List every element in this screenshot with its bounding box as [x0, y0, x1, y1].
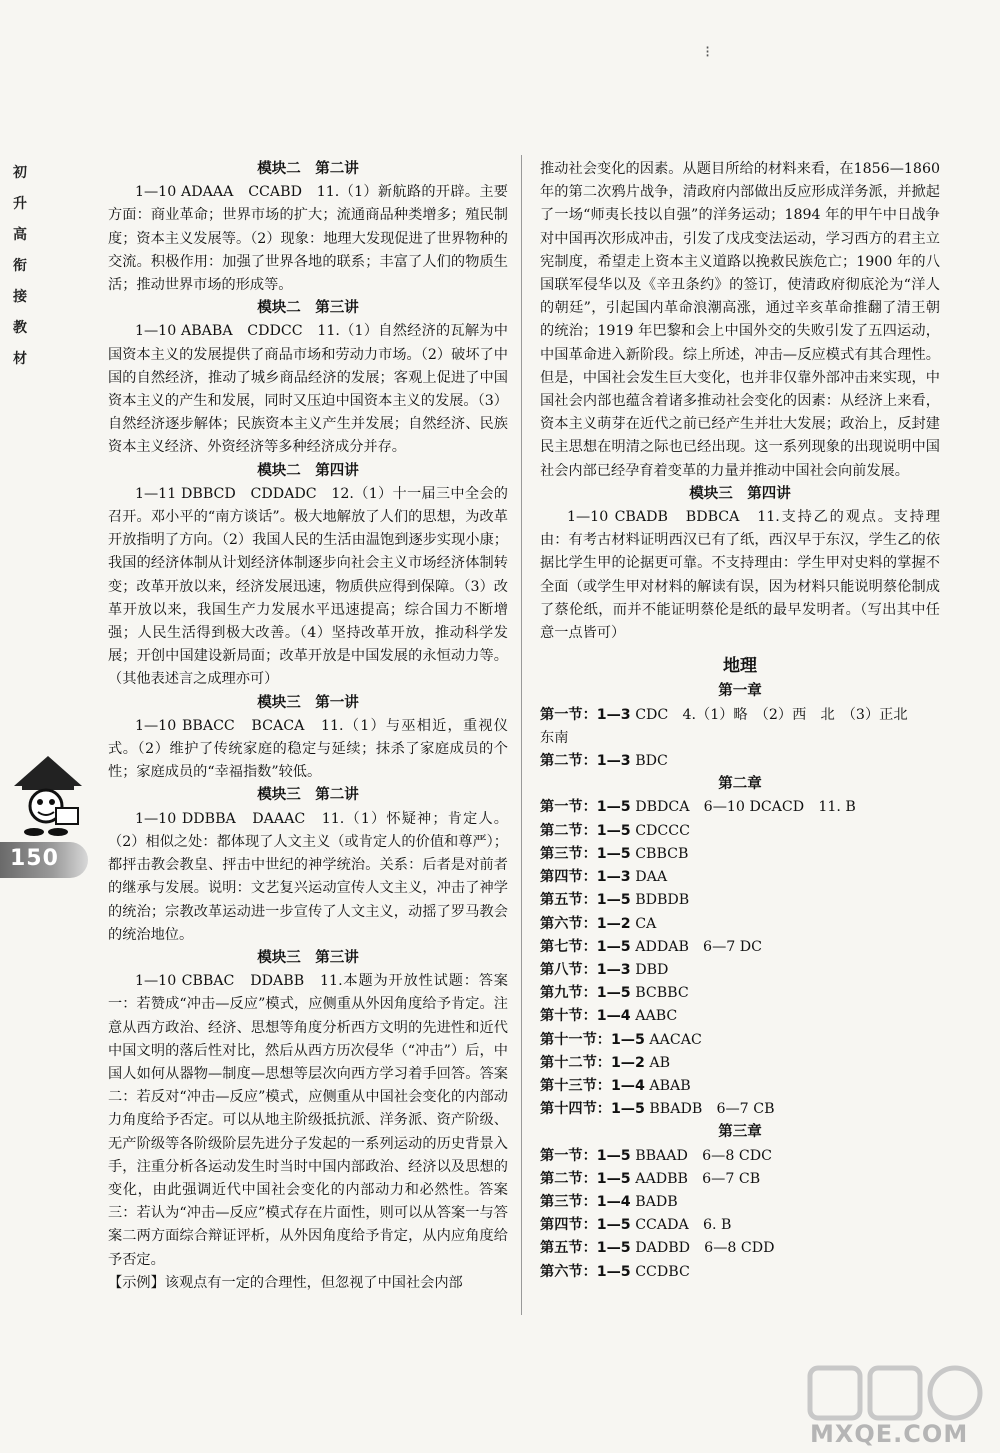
section-label: 第六节：1—5 — [540, 1263, 631, 1280]
page-number-tab — [0, 842, 88, 878]
answer-line — [540, 959, 940, 982]
answer-paragraph: 1—10 CBADB BDBCA 11.支持乙的观点。支持理由：有考古材料证明西汉已有了纸，西汉早于东汉，学生乙的依据比学生甲的论据更可靠。不支持理由：学生甲对史料的掌握不全面（或学生甲对材料的解读有误，因为材料只能说明蔡伦制成了蔡伦纸，而并不能证明蔡伦是纸的最早发明者。（写出其中任意一点皆可） — [540, 509, 940, 642]
answer-line — [540, 704, 940, 727]
section-label: 第十三节：1—4 — [540, 1077, 645, 1094]
section-heading: 模块三 第一讲 — [257, 694, 359, 711]
answer-paragraph: 1—10 BBACC BCACA 11.（1）与巫相近，重视仪式。（2）维护了传统家庭的稳定与延续；抹杀了家庭成员的个性；家庭成员的“幸福指数”较低。 — [108, 717, 508, 781]
section-heading: 模块二 第二讲 — [257, 161, 359, 177]
answer-line — [540, 750, 940, 773]
section-label: 第一节：1—5 — [540, 1147, 631, 1164]
answer-text: CA — [630, 915, 657, 932]
section-heading: 模块三 第二讲 — [257, 787, 359, 804]
answer-paragraph: 1—11 DBBCD CDDADC 12.（1）十一届三中全会的召开。邓小平的“南方谈话”。极大地解放了人们的思想，为改革开放指明了方向。（2）我国人民的生活由温饱到逐步实现小康；我国的经济体制从计划经济体制逐步向社会主义市场经济体制转变；改革开放以来，经济发展迅速，物质供应得到保障。（3）改革开放以来，我国生产力发展水平迅速提高；综合国力不断增强；人民生活得到极大改善。（4）坚持改革开放，推动科学发展；开创中国建设新局面；改革开放是中国发展的永恒动力等。（其他表述言之成理亦可） — [108, 485, 508, 688]
column-divider — [521, 155, 522, 1315]
section-label: 第五节：1—5 — [540, 1240, 631, 1257]
answer-text: DBDCA 6—10 DCACD 11. B — [630, 799, 856, 816]
answer-text: CBBCB — [630, 845, 689, 862]
answer-line — [540, 936, 940, 959]
section-label: 第九节：1—5 — [540, 985, 631, 1002]
section-label: 第三节：1—5 — [540, 845, 631, 862]
answer-text: BBAAD 6—8 CDC — [630, 1147, 772, 1164]
side-title-text: 初 升 高 衔 接 教 材 — [13, 165, 27, 367]
answer-text: DBD — [630, 961, 669, 978]
right-column — [540, 158, 940, 1284]
subject-geography: 地理 — [723, 656, 757, 677]
answer-paragraph: 1—10 ABABA CDDCC 11.（1）自然经济的瓦解为中国资本主义的发展提供了商品市场和劳动力市场。（2）破坏了中国的自然经济，推动了城乡商品经济的发展；客观上促进了中国资本主义的产生和发展，同时又压迫中国资本主义的发展。（3）自然经济逐步解体；民族资本主义产生并发展；自然经济、民族资本主义经济、外资经济等多种经济成分并存。 — [108, 323, 508, 456]
answer-text: CDC 4.（1）略 （2）西 北 （3）正北 — [630, 706, 908, 723]
answer-text: BDBDB — [630, 892, 690, 909]
section-label: 第二节：1—5 — [540, 1170, 631, 1187]
answer-line — [540, 889, 940, 912]
top-mark: ⁝ — [705, 42, 711, 61]
section-label: 第一节：1—5 — [540, 799, 631, 816]
section-label: 第六节：1—2 — [540, 915, 631, 932]
left-column — [108, 158, 508, 1295]
answer-text: CCADA 6. B — [630, 1217, 732, 1234]
page-number: 150 — [10, 846, 59, 871]
section-label: 第八节：1—3 — [540, 961, 631, 978]
answer-paragraph: 【示例】该观点有一定的合理性，但忽视了中国社会内部 — [108, 1274, 463, 1291]
answer-text: ABAB — [644, 1077, 691, 1094]
answer-line — [540, 1168, 940, 1191]
watermark-text: MXQE.COM — [810, 1420, 969, 1448]
answer-text: AB — [644, 1054, 671, 1071]
answer-line — [540, 913, 940, 936]
answer-text: ADDAB 6—7 DC — [630, 938, 763, 955]
mascot-icon — [8, 752, 88, 838]
chapter-heading: 第二章 — [718, 776, 762, 793]
answer-line — [540, 1145, 940, 1168]
answer-line — [540, 1075, 940, 1098]
section-label: 第五节：1—5 — [540, 892, 631, 909]
section-label: 第七节：1—5 — [540, 938, 631, 955]
section-label: 第十二节：1—2 — [540, 1054, 645, 1071]
section-label: 第一节：1—3 — [540, 706, 631, 723]
answer-line — [540, 866, 940, 889]
section-label: 第三节：1—4 — [540, 1193, 631, 1210]
section-label: 第十节：1—4 — [540, 1008, 631, 1025]
answer-line — [540, 796, 940, 819]
answer-paragraph: 1—10 ADAAA CCABD 11.（1）新航路的开辟。主要方面：商业革命；世界市场的扩大；流通商品种类增多；殖民制度；资本主义发展等。（2）现象：地理大发现促进了世界物种的交流。积极作用：加强了世界各地的联系；丰富了人们的物质生活；推动世界市场的形成等。 — [108, 184, 508, 294]
section-label: 第四节：1—3 — [540, 869, 631, 886]
answer-text: AACAC — [644, 1031, 702, 1048]
answer-line — [540, 843, 940, 866]
answer-text: 东南 — [540, 729, 569, 746]
answer-paragraph: 推动社会变化的因素。从题目所给的材料来看，在1856—1860 年的第二次鸦片战争，清政府内部做出反应形成洋务派，并掀起了一场“师夷长技以自强”的洋务运动；1894 年的甲午中日战争对中国再次形成冲击，引发了戊戌变法运动，学习西方的君主立宪制度，希望走上资本主义道路以挽救民族危亡；1900 年的八国联军侵华以及《辛丑条约》的签订，使清政府彻底沦为“洋人的朝廷”，引起国内革命浪潮高涨，通过辛亥革命推翻了清王朝的统治；1919 年巴黎和会上中国外交的失败引发了五四运动，中国革命进入新阶段。综上所述，冲击—反应模式有其合理性。但是，中国社会发生巨大变化，也并非仅靠外部冲击来实现，中国社会内部也蕴含着诸多推动社会变化的因素：从经济上来看，资本主义萌芽在近代之前已经产生并壮大发展；政治上，反封建民主思想在明清之际也已经出现。这一系列现象的出现说明中国社会内部已经孕育着变革的力量并推动中国社会向前发展。 — [540, 161, 940, 479]
section-heading: 模块二 第四讲 — [257, 462, 359, 479]
answer-line — [540, 1214, 940, 1237]
chapter-heading: 第一章 — [718, 683, 762, 700]
answer-text: DADBD 6—8 CDD — [630, 1240, 775, 1257]
section-label: 第二节：1—3 — [540, 753, 631, 770]
answer-line — [540, 727, 940, 750]
section-label: 第四节：1—5 — [540, 1217, 631, 1234]
section-heading: 模块二 第三讲 — [257, 300, 359, 317]
answer-text: DAA — [630, 869, 668, 886]
answer-paragraph: 1—10 CBBAC DDABB 11.本题为开放性试题：答案一：若赞成“冲击—反应”模式，应侧重从外因角度给予肯定。注意从西方政治、经济、思想等角度分析西方文明的先进性和近代中国文明的落后性对比，然后从西方历次侵华（“冲击”）后，中国人如何从器物—制度—思想等层次向西方学习着手回答。答案二：若反对“冲击—反应”模式，应侧重从中国社会变化的内部动力角度给予否定。可以从地主阶级抵抗派、洋务派、资产阶级、无产阶级等各阶级阶层先进分子发起的一系列运动的历史背景入手，注重分析各运动发生时当时中国内部政治、经济以及思想的变化，由此强调近代中国社会变化的内部动力和必然性。答案三：若认为“冲击—反应”模式存在片面性，则可以从答案一与答案二两方面综合辩证评析，从外因角度给予肯定，从内应角度给予否定。 — [108, 973, 508, 1268]
answer-text: BDC — [630, 753, 668, 770]
answer-line — [540, 820, 940, 843]
answer-text: BCBBC — [630, 985, 689, 1002]
answer-text: AABC — [630, 1008, 678, 1025]
answer-line — [540, 1098, 940, 1121]
section-label: 第二节：1—5 — [540, 822, 631, 839]
answer-line — [540, 1237, 940, 1260]
answer-text: BADB — [630, 1193, 678, 1210]
section-label: 第十一节：1—5 — [540, 1031, 645, 1048]
answer-text: CCDBC — [630, 1263, 690, 1280]
section-heading: 模块三 第三讲 — [257, 949, 359, 966]
answer-line — [540, 1005, 940, 1028]
answer-paragraph: 1—10 DDBBA DAAAC 11.（1）怀疑神；肯定人。（2）相似之处：都体现了人文主义（或肯定人的价值和尊严）；都抨击教会教皇、抨击中世纪的神学统治。关系：后者是对前者的继承与发展。说明：文艺复兴运动宣传人文主义，冲击了神学的统治；宗教改革运动进一步宣传了人文主义，动摇了罗马教会的统治地位。 — [108, 810, 508, 943]
side-title — [10, 158, 30, 375]
answer-line — [540, 1261, 940, 1284]
answer-text: CDCCC — [630, 822, 690, 839]
chapter-heading: 第三章 — [718, 1124, 762, 1141]
answer-line — [540, 1191, 940, 1214]
section-heading: 模块三 第四讲 — [689, 485, 791, 502]
answer-line — [540, 1029, 940, 1052]
answer-text: AADBB 6—7 CB — [630, 1170, 761, 1187]
section-label: 第十四节：1—5 — [540, 1101, 645, 1118]
answer-line — [540, 1052, 940, 1075]
answer-text: BBADB 6—7 CB — [644, 1101, 775, 1118]
answer-line — [540, 982, 940, 1005]
